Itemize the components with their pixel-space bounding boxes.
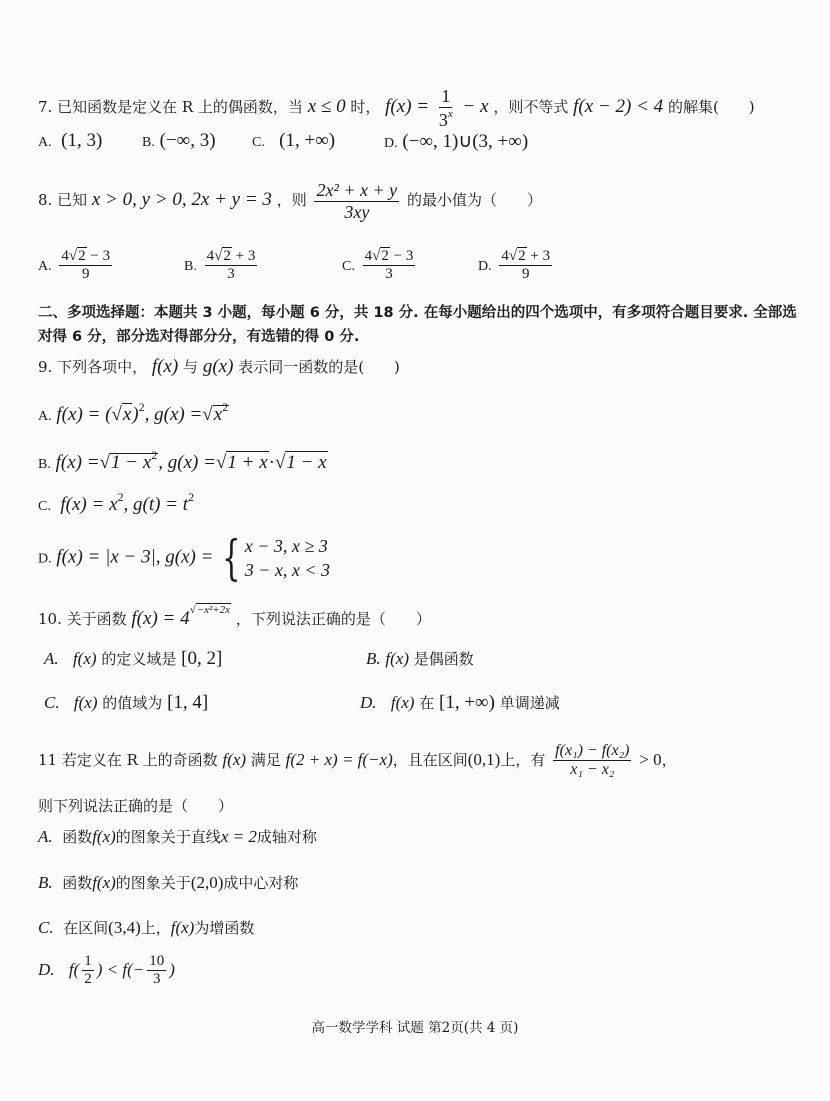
q11-option-c: C. 在区间(3,4)上，f(x)为增函数 <box>38 918 255 937</box>
q10-option-c: C. f(x) 的值域为 [1, 4] <box>44 692 209 713</box>
q8-option-c: C. $\frac{4√2 - 3}{3}$ <box>342 248 414 283</box>
question-8-stem: 8. 已知 x > 0, y > 0, 2x + y = 3 ，则 $\frac{\text{2x² + x + y}}{3xy}$ 的最小值为（ ） <box>38 180 542 222</box>
q8-option-d: D. $\frac{4√2 + 3}{9}$ <box>478 248 551 283</box>
question-9-stem: 9. 下列各项中， f(x) 与 g(x) 表示同一函数的是( ) <box>38 356 400 377</box>
q11-instruction: 则下列说法正确的是（ ） <box>38 797 234 815</box>
q8-option-b: B. $\frac{4√2 + 3}{3}$ <box>184 248 256 283</box>
q7-option-d: D. (−∞, 1)∪(3, +∞) <box>384 131 529 152</box>
q11-option-a: A. 函数f(x)的图象关于直线x = 2成轴对称 <box>38 827 317 846</box>
q11-option-d: D. f( $\frac{1}{2}$ ) < f(− $\frac{10}{3}$ ) <box>38 953 175 988</box>
q7-fraction: $\frac{1}{3^x}$ <box>438 86 453 130</box>
piecewise-brace: { x − 3, x ≥ 3 3 − x, x < 3 <box>222 530 331 587</box>
section-2-heading: 二、多项选择题：本题共 3 小题，每小题 6 分，共 18 分. 在每小题给出的四个选项中，有多项符合题目要求. 全部选对得 6 分，部分选对得部分分，有选错的得 0 分. <box>38 305 797 345</box>
q7-option-b: B. (−∞, 3) <box>142 130 216 151</box>
q7-text: 时， <box>350 98 381 117</box>
q9-option-c: C. $f(x) = x^2$, $g(t) = t^2$ <box>38 490 195 515</box>
q7-text: 7. 已知函数是定义在 R 上的偶函数，当 <box>38 98 303 117</box>
q8-condition: x > 0, y > 0, 2x + y = 3 <box>91 189 272 211</box>
q10-option-b: B. f(x) 是偶函数 <box>366 649 474 668</box>
q7-inequality: f(x − 2) < 4 <box>573 96 664 118</box>
q11-fraction: $\frac{\text{f(x₁) − f(x₂)}}{\text{x₁ − x₂}}$ <box>555 742 630 779</box>
q9-option-d: D. f(x) = |x − 3|, g(x) = { x − 3, x ≥ 3 3 − x, x < 3 <box>38 530 331 587</box>
q10-option-a: A. f(x) 的定义域是 [0, 2] <box>44 648 223 669</box>
q7-condition: x ≤ 0 <box>307 96 346 118</box>
page-footer: 高一数学学科 试题 第2页(共 4 页) <box>311 1020 519 1036</box>
q11-option-b: B. 函数f(x)的图象关于(2,0)成中心对称 <box>38 873 299 892</box>
question-7-stem: 7. 已知函数是定义在 R 上的偶函数，当 x ≤ 0 时， f(x) = $\frac{1}{3^x}$ − x ，则不等式 f(x − 2) < 4 的解集( ) <box>38 86 755 130</box>
q9-option-b: B. $f(x) =√1 - x^2$, g(x) =√1 + x·√1 − x <box>38 448 327 473</box>
q7-function-lhs: f(x) = <box>385 96 430 118</box>
question-10-stem: 10. 关于函数 $f(x) = 4^{√-x^2+2x}$ ，下列说法正确的是（ ） <box>38 604 431 629</box>
q8-option-a: A. $\frac{4√2 - 3}{9}$ <box>38 248 111 283</box>
q7-option-a: A. (1, 3) <box>38 130 103 151</box>
question-11-stem: 11 若定义在 R 上的奇函数 f(x) 满足 f(2 + x) = f(−x)，且在区间(0,1)上，有 $\frac{\text{f(x₁) − f(x₂)}}{\text{x₁ − x₂}}$ > 0， <box>38 742 677 779</box>
q9-option-a: A. $f(x) = (√x)^2$, $g(x) =√x^2$ <box>38 400 229 425</box>
q8-fraction: $\frac{\text{2x² + x + y}}{3xy}$ <box>316 180 398 222</box>
q7-option-c: C. (1, +∞) <box>252 130 336 151</box>
q10-option-d: D. f(x) 在 [1, +∞) 单调递减 <box>360 692 560 713</box>
